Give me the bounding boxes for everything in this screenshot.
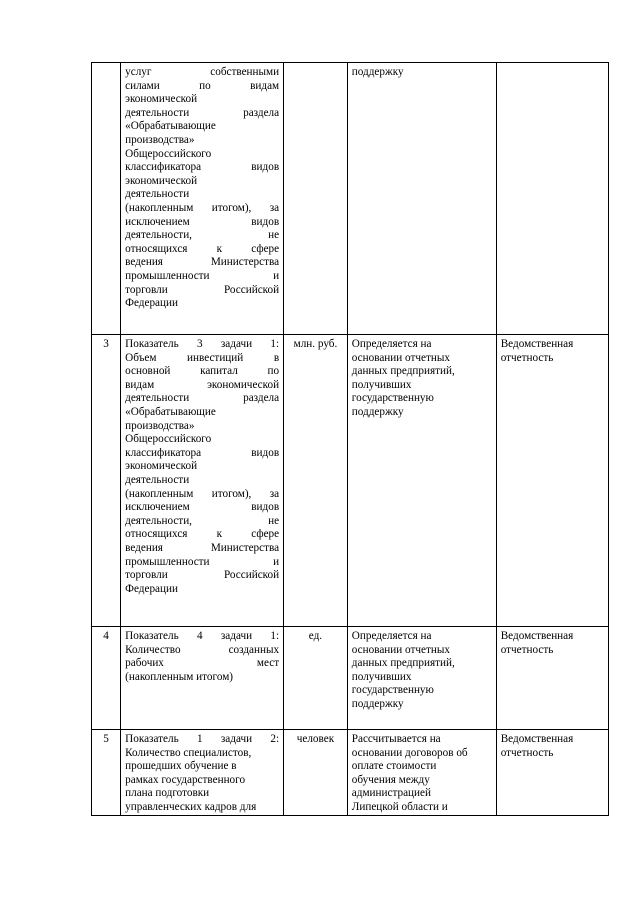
source-text-line: Ведомственная [500, 733, 574, 745]
indicator-text-line: видам экономической [125, 378, 280, 391]
table-row [92, 63, 609, 335]
indicator-text-line: Федерации [125, 582, 178, 595]
indicator-text-line: торговли Российской [125, 569, 280, 582]
indicator-text-line: «Обрабатывающие [125, 120, 216, 133]
row-number-cell [92, 335, 121, 627]
method-text-line: Липецкой области и [351, 800, 448, 813]
method-text-line: получивших [351, 670, 412, 683]
indicator-text-line: «Обрабатывающие [125, 405, 216, 418]
unit-text: млн. руб. [293, 338, 338, 350]
method-text-line: получивших [351, 378, 412, 391]
indicator-text-line: промышленности и [125, 269, 280, 282]
indicator-text-line: деятельности [125, 188, 190, 201]
source-text-line: отчетность [500, 351, 554, 364]
indicator-cell [121, 730, 284, 816]
method-text-line: поддержку [351, 405, 404, 418]
method-text-line: обучения между [351, 773, 430, 786]
unit-cell [284, 63, 348, 335]
indicator-text-line: прошедших обучение в [125, 760, 237, 773]
unit-cell [284, 730, 348, 816]
method-text-line: поддержку [351, 66, 404, 78]
indicator-text-line: Количество созданных [125, 643, 280, 656]
row-number-cell [92, 627, 121, 730]
indicator-text-line: классификатора видов [125, 446, 280, 459]
indicators-table [91, 62, 609, 816]
method-cell [347, 627, 496, 730]
row-number: 4 [103, 630, 109, 642]
indicator-text-line: (накопленным итогом), за [125, 201, 280, 214]
indicator-text-line: рабочих мест [125, 657, 280, 670]
indicator-text-line: Показатель 1 задачи 2: [125, 733, 280, 745]
method-text-line: администрацией [351, 787, 431, 800]
indicator-text-line: производства» [125, 133, 195, 146]
indicator-text-line: относящихся к сфере [125, 242, 280, 255]
source-cell [496, 730, 608, 816]
unit-text: человек [296, 733, 335, 745]
indicator-cell [121, 63, 284, 335]
indicator-text-line: Федерации [125, 297, 178, 310]
indicator-text-line: ведения Министерства [125, 256, 280, 269]
indicator-text-line: деятельности [125, 473, 190, 486]
indicator-text-line: Общероссийского [125, 433, 212, 446]
indicator-text-line: Показатель 4 задачи 1: [125, 630, 280, 642]
indicator-cell [121, 627, 284, 730]
source-cell [496, 335, 608, 627]
indicator-text-line: услуг собственными [125, 66, 280, 78]
indicator-text-line: производства» [125, 419, 195, 432]
indicator-text-line: экономической [125, 460, 198, 473]
method-text-line: Определяется на [351, 630, 432, 642]
indicator-text-line: деятельности раздела [125, 392, 280, 405]
unit-cell [284, 335, 348, 627]
unit-text: ед. [308, 630, 323, 642]
method-text-line: государственную [351, 684, 434, 697]
source-text-line: отчетность [500, 746, 554, 759]
method-cell [347, 335, 496, 627]
indicator-cell [121, 335, 284, 627]
indicator-text-line: деятельности раздела [125, 106, 280, 119]
indicator-text-line: исключением видов [125, 501, 280, 514]
indicator-text-line: экономической [125, 93, 198, 106]
table-row [92, 627, 609, 730]
indicator-text-line: плана подготовки [125, 787, 210, 800]
indicator-text-line: экономической [125, 174, 198, 187]
indicator-text-line: Объем инвестиций в [125, 351, 280, 364]
row-number-cell [92, 730, 121, 816]
indicator-text-line: деятельности, не [125, 229, 280, 242]
table-body [92, 63, 609, 816]
indicator-text-line: промышленности и [125, 555, 280, 568]
source-cell [496, 627, 608, 730]
indicator-text-line: классификатора видов [125, 161, 280, 174]
indicator-text-line: (накопленным итогом), за [125, 487, 280, 500]
indicator-text-line: Общероссийского [125, 147, 212, 160]
indicator-text-line: деятельности, не [125, 514, 280, 527]
indicator-text-line: торговли Российской [125, 283, 280, 296]
method-text-line: Рассчитывается на [351, 733, 441, 745]
method-text-line: поддержку [351, 697, 404, 710]
method-text-line: основании отчетных [351, 643, 450, 656]
source-text-line: Ведомственная [500, 630, 574, 642]
indicator-text-line: основной капитал по [125, 365, 280, 378]
indicator-text-line: Показатель 3 задачи 1: [125, 338, 280, 350]
method-text-line: основании отчетных [351, 351, 450, 364]
method-text-line: данных предприятий, [351, 657, 455, 670]
method-text-line: государственную [351, 392, 434, 405]
method-text-line: Определяется на [351, 338, 432, 350]
method-cell [347, 730, 496, 816]
source-cell [496, 63, 608, 335]
method-text-line: основании договоров об [351, 746, 468, 759]
indicator-text-line: силами по видам [125, 79, 280, 92]
indicator-text-line: ведения Министерства [125, 541, 280, 554]
row-number: 3 [103, 338, 109, 350]
indicator-text-line: рамках государственного [125, 773, 246, 786]
indicator-text-line: (накопленным итогом) [125, 670, 233, 683]
row-number: 5 [103, 733, 109, 745]
source-text-line: Ведомственная [500, 338, 574, 350]
row-number-cell [92, 63, 121, 335]
indicator-text-line: управленческих кадров для [125, 800, 257, 813]
table-row [92, 730, 609, 816]
source-text-line: отчетность [500, 643, 554, 656]
indicator-text-line: Количество специалистов, [125, 746, 252, 759]
unit-cell [284, 627, 348, 730]
method-cell [347, 63, 496, 335]
indicator-text-line: относящихся к сфере [125, 528, 280, 541]
method-text-line: данных предприятий, [351, 365, 455, 378]
table-row [92, 335, 609, 627]
indicator-text-line: исключением видов [125, 215, 280, 228]
method-text-line: оплате стоимости [351, 760, 437, 773]
